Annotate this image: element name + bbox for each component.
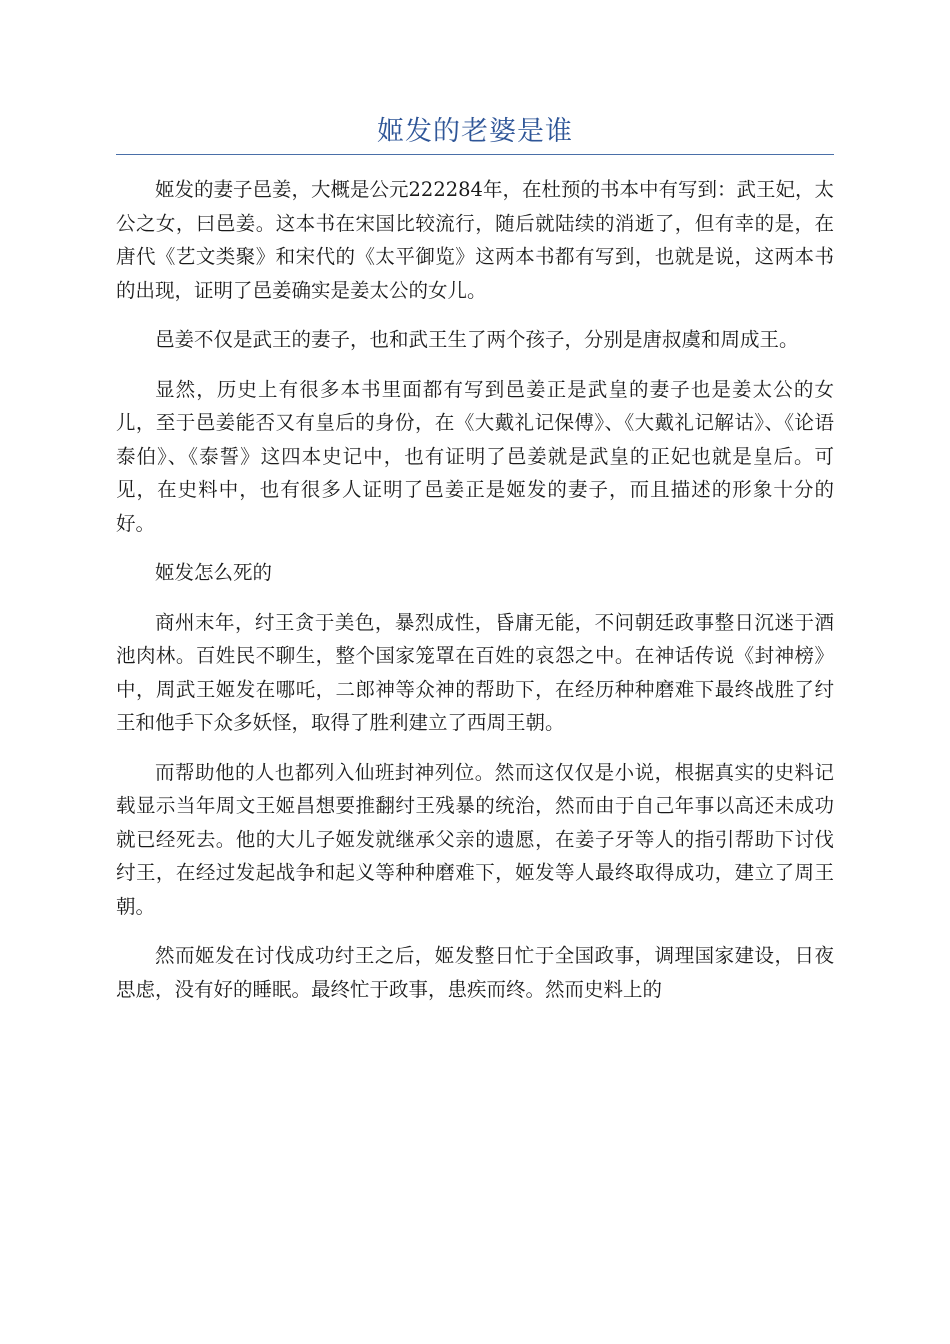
- paragraph-5: 而帮助他的人也都列入仙班封神列位。然而这仅仅是小说，根据真实的史料记载显示当年周文王姬昌想要推翻纣王残暴的统治，然而由于自己年事以高还未成功就已经死去。他的大儿子姬发就继承父亲的遗愿，在姜子牙等人的指引帮助下讨伐纣王，在经过发起战争和起义等种种磨难下，姬发等人最终取得成功，建立了周王朝。: [116, 760, 834, 918]
- paragraph-4: 商州末年，纣王贪于美色，暴烈成性，昏庸无能，不问朝廷政事整日沉迷于酒池肉林。百姓民不聊生，整个国家笼罩在百姓的哀怨之中。在神话传说《封神榜》中，周武王姬发在哪吒，二郎神等众神的帮助下，在经历种种磨难下最终战胜了纣王和他手下众多妖怪，取得了胜利建立了西周王朝。: [116, 610, 834, 734]
- paragraph-3: 显然，历史上有很多本书里面都有写到邑姜正是武皇的妻子也是姜太公的女儿，至于邑姜能否又有皇后的身份，在《大戴礼记保傅》、《大戴礼记解诂》、《论语泰伯》、《泰誓》这四本史记中，也有证明了邑姜就是武皇的正妃也就是皇后。可见，在史料中，也有很多人证明了邑姜正是姬发的妻子，而且描述的形象十分的好。: [116, 377, 834, 535]
- paragraph-6: 然而姬发在讨伐成功纣王之后，姬发整日忙于全国政事，调理国家建设，日夜思虑，没有好的睡眠。最终忙于政事，患疾而终。然而史料上的: [116, 944, 834, 1001]
- document-body: [116, 173, 834, 1022]
- title-underline: [116, 154, 834, 155]
- paragraph-1: 姬发的妻子邑姜，大概是公元222284年，在杜预的书本中有写到：武王妃，太公之女，曰邑姜。这本书在宋国比较流行，随后就陆续的消逝了，但有幸的是，在唐代《艺文类聚》和宋代的《太平御览》这两本书都有写到，也就是说，这两本书的出现，证明了邑姜确实是姜太公的女儿。: [116, 178, 834, 302]
- document-title: 姬发的老婆是谁: [377, 116, 573, 147]
- paragraph-2: 邑姜不仅是武王的妻子，也和武王生了两个孩子，分别是唐叔虞和周成王。: [155, 328, 799, 351]
- section-heading: 姬发怎么死的: [155, 561, 273, 584]
